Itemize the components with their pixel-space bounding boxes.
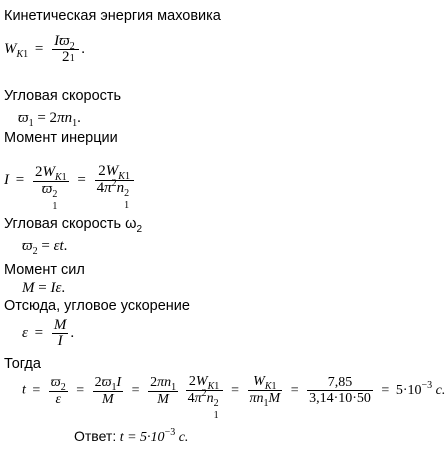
heading-angular-velocity: Угловая скорость [4, 88, 122, 104]
formula-moment-of-force: M = Iε. [22, 280, 66, 296]
heading-angular-velocity-2: Угловая скорость $\omega_2$ [4, 216, 143, 235]
formula-kinetic-energy: $W_{K1}$ = Iϖ 2 1 2 . [4, 33, 85, 65]
answer-label: Ответ: [74, 428, 117, 444]
heading-moment-of-inertia: Момент инерции [4, 130, 118, 146]
heading-angular-acceleration: Отсюда, угловое ускорение [4, 298, 190, 314]
heading-moment-of-force: Момент сил [4, 262, 85, 278]
result-denominator: 3,14·10·50 [309, 391, 371, 406]
result-numerator: 7,85 [327, 375, 353, 390]
answer-unit: с. [178, 430, 189, 445]
formula-moment-of-inertia: I = $2W_{K1}$ ϖ 2 1 = $2W_{K1}$ $4\pi^2n$ 2 1 [4, 164, 136, 197]
answer-exponent: −3 [164, 427, 176, 438]
formula-angular-velocity-2: $ϖ_2 = \varepsilon t$. [22, 238, 68, 257]
heading-kinetic-energy: Кинетическая энергия маховика [4, 8, 221, 24]
answer-expression: t = 5·10 [119, 430, 165, 445]
result-value: $5\cdot 10^{-3}$ с. [395, 379, 445, 398]
formula-time: t = $\frac{ϖ_2}{\varepsilon}$ = $\frac{2ϖ_1I}{M}$ = $\frac{2\pi n_1}{M}$ $2W_{K1}$ $4\pi^2n$ 2 1 = $\frac{W_{K1}}{\pi n_1M}$ = $\frac{7,85}{3,14\cdot 10\cdot 50}$ = $5\cdot 10^{-3}$ с. [22, 374, 445, 421]
formula-angular-velocity: $ϖ_1 = 2\pi n_1$. [18, 110, 81, 129]
heading-then: Тогда [4, 356, 41, 372]
formula-angular-acceleration: ε = $\frac{M}{I}$ . [22, 317, 75, 349]
answer-line [74, 428, 188, 447]
